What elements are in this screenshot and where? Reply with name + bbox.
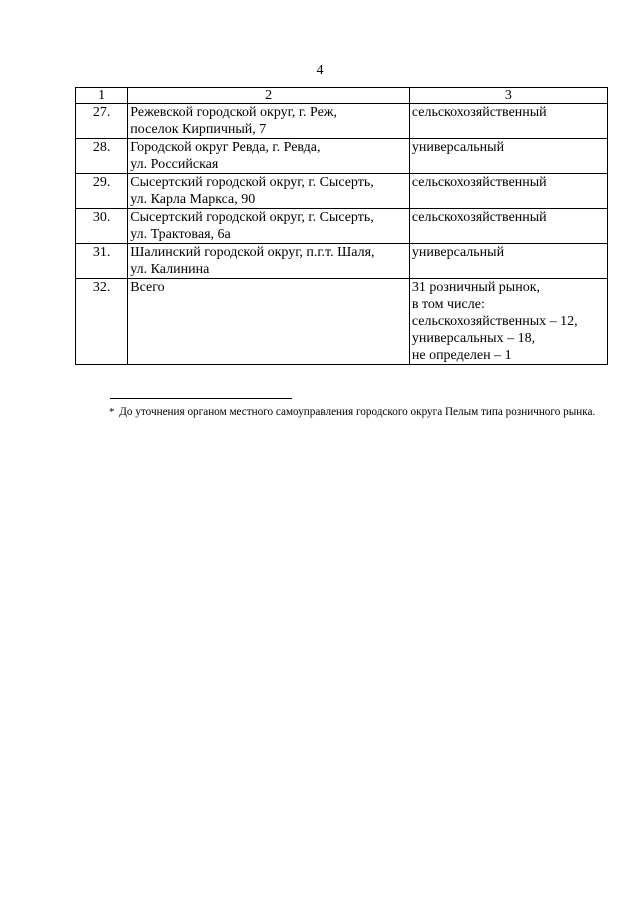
row-number: 27. xyxy=(76,104,128,139)
market-address xyxy=(128,279,410,365)
header-col-3: 3 xyxy=(409,88,607,104)
address-line: Сысертский городской округ, г. Сысерть, xyxy=(130,210,374,225)
market-type xyxy=(409,104,607,139)
market-address xyxy=(128,104,410,139)
table-row xyxy=(76,104,608,139)
market-type-summary xyxy=(409,279,607,365)
table-row xyxy=(76,174,608,209)
type-line: сельскохозяйственный xyxy=(411,105,547,120)
market-address xyxy=(128,139,410,174)
address-line: Режевской городской округ, г. Реж, xyxy=(130,105,337,120)
type-line: сельскохозяйственный xyxy=(411,175,547,190)
market-address xyxy=(128,209,410,244)
total-label: Всего xyxy=(130,280,165,295)
footnote-text: До уточнения органом местного самоуправления городского округа Пелым типа розничного рынка. xyxy=(119,406,596,418)
row-number: 29. xyxy=(76,174,128,209)
type-line: универсальный xyxy=(411,140,505,155)
address-line: Городской округ Ревда, г. Ревда, xyxy=(130,140,321,155)
page-number: 4 xyxy=(316,63,324,78)
row-number: 28. xyxy=(76,139,128,174)
market-type xyxy=(409,209,607,244)
summary-line: не определен – 1 xyxy=(411,348,512,363)
type-line: универсальный xyxy=(411,245,505,260)
footnote xyxy=(75,404,608,421)
row-number: 31. xyxy=(76,244,128,279)
footnote-divider xyxy=(110,398,292,399)
market-address xyxy=(128,174,410,209)
address-line: поселок Кирпичный, 7 xyxy=(130,122,267,137)
row-number: 30. xyxy=(76,209,128,244)
table-row-total xyxy=(76,279,608,365)
summary-line: в том числе: xyxy=(411,297,485,312)
summary-line: универсальных – 18, xyxy=(411,331,536,346)
header-col-2: 2 xyxy=(128,88,410,104)
market-type xyxy=(409,174,607,209)
summary-line: сельскохозяйственных – 12, xyxy=(411,314,578,329)
address-line: ул. Трактовая, 6а xyxy=(130,227,231,242)
type-line: сельскохозяйственный xyxy=(411,210,547,225)
footnote-mark: * xyxy=(109,406,115,418)
address-line: Сысертский городской округ, г. Сысерть, xyxy=(130,175,374,190)
row-number: 32. xyxy=(76,279,128,365)
retail-markets-table xyxy=(75,87,608,365)
header-col-1: 1 xyxy=(76,88,128,104)
table-row xyxy=(76,209,608,244)
table-header-row xyxy=(76,88,608,104)
summary-line: 31 розничный рынок, xyxy=(411,280,541,295)
address-line: ул. Российская xyxy=(130,157,219,172)
market-type xyxy=(409,244,607,279)
table-row xyxy=(76,244,608,279)
address-line: Шалинский городской округ, п.г.т. Шаля, xyxy=(130,245,375,260)
market-type xyxy=(409,139,607,174)
address-line: ул. Карла Маркса, 90 xyxy=(130,192,256,207)
table-row xyxy=(76,139,608,174)
market-address xyxy=(128,244,410,279)
address-line: ул. Калинина xyxy=(130,262,210,277)
